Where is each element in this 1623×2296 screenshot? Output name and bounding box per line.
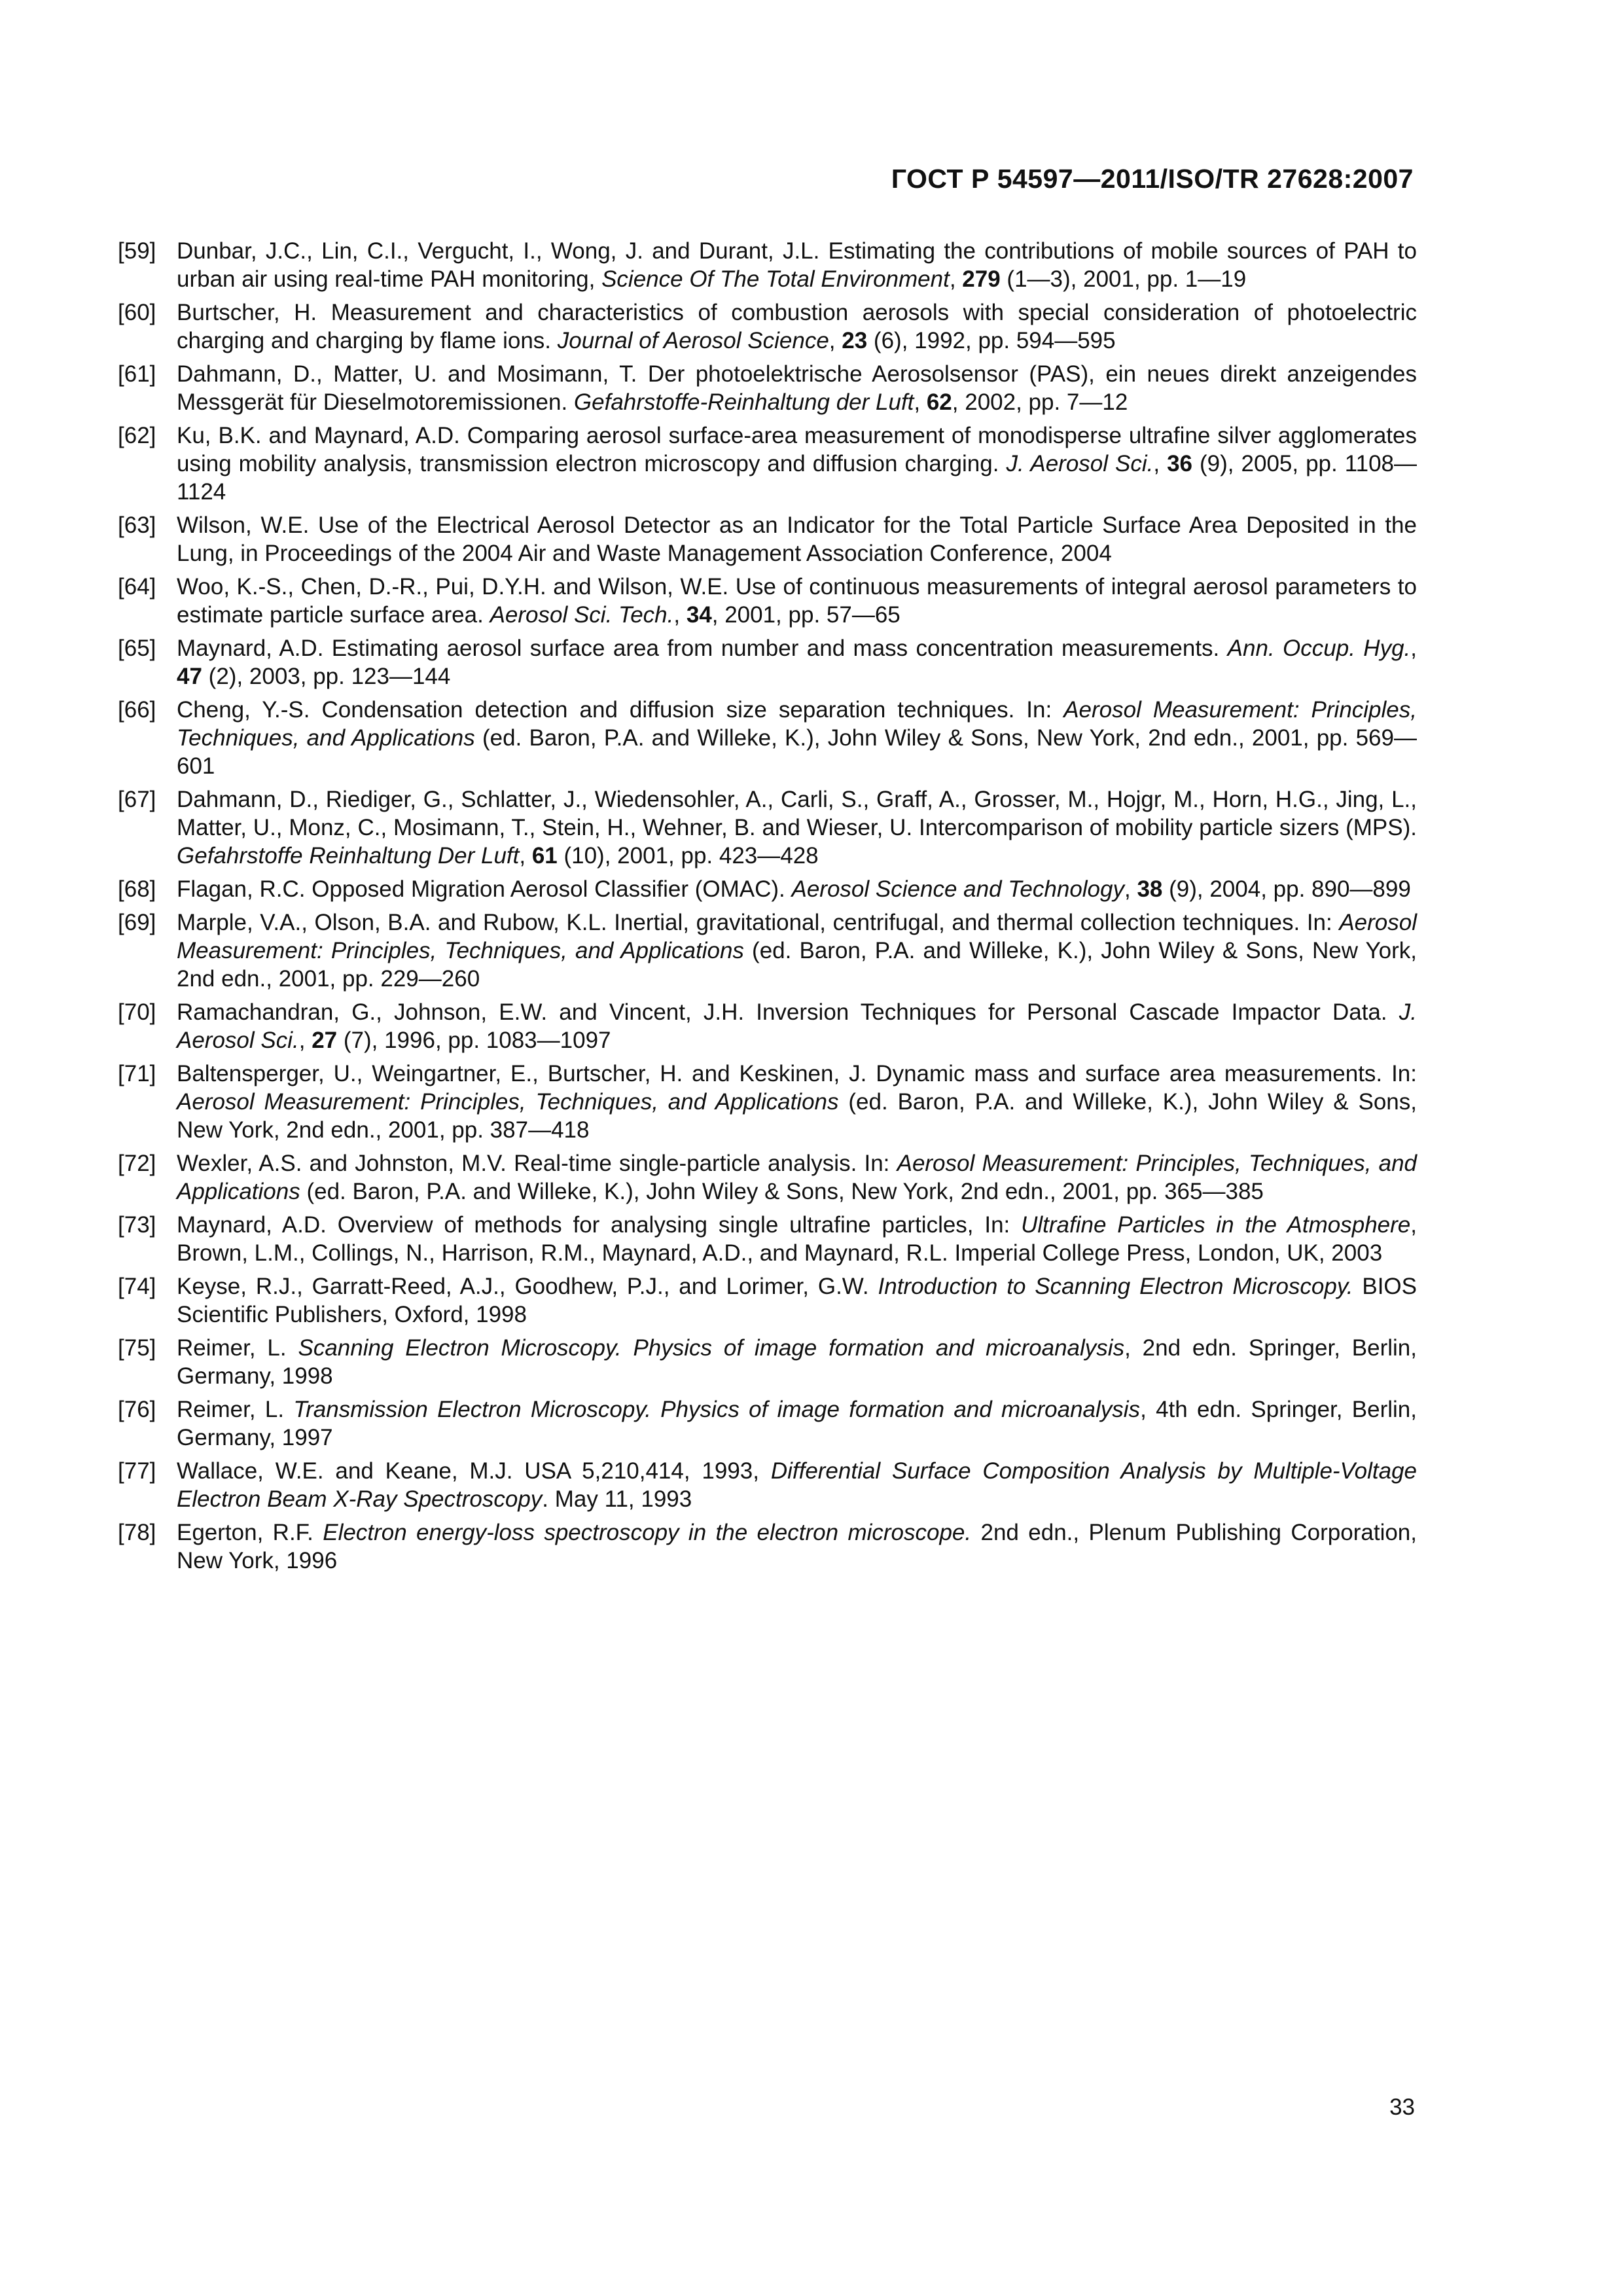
reference-title-italic: J. Aerosol Sci. [1006,451,1154,476]
reference-volume-bold: 36 [1167,451,1193,476]
reference-text-segment: (1—3), 2001, pp. 1—19 [1000,266,1247,292]
reference-text-segment: Ramachandran, G., Johnson, E.W. and Vincent, J.H. Inversion Techniques for Personal Cascade Impactor Data. [177,999,1399,1025]
reference-text-segment: Maynard, A.D. Estimating aerosol surface area from number and mass concentration measurements. [177,636,1228,661]
reference-list [118,237,1417,1580]
reference-text-segment: Reimer, L. [177,1397,294,1422]
reference-title-italic: Differential Surface Composition Analysis by Multiple-Voltage Electron Beam X-Ray Spectroscopy [177,1458,1417,1512]
page-header: ГОСТ Р 54597—2011/ISO/TR 27628:2007 [891,164,1414,194]
reference-text-segment: (9), 2005, pp. 1108—1124 [177,451,1417,505]
reference-item [118,1211,1417,1267]
reference-text [177,999,1417,1053]
reference-number: [70] [118,999,156,1025]
reference-title-italic: Ann. Occup. Hyg. [1227,636,1411,661]
reference-text-segment: (10), 2001, pp. 423—428 [557,843,819,869]
reference-text-segment: (2), 2003, pp. 123—144 [202,664,451,689]
reference-text-segment: (ed. Baron, P.A. and Willeke, K.), John Wiley & Sons, New York, 2nd edn., 2001, pp. 569—601 [177,725,1417,779]
reference-text [177,1061,1417,1143]
page-number: 33 [1389,2094,1415,2120]
reference-number: [68] [118,876,156,902]
reference-text [177,423,1417,505]
reference-number: [78] [118,1520,156,1545]
reference-item [118,360,1417,416]
reference-item [118,634,1417,691]
reference-number: [65] [118,636,156,661]
reference-title-italic: Transmission Electron Microscopy. Physics of image formation and microanalysis [293,1397,1141,1422]
reference-volume-bold: 23 [842,328,868,353]
reference-volume-bold: 27 [312,1028,338,1053]
reference-text-segment: BIOS Scientific Publishers, Oxford, 1998 [177,1274,1418,1327]
reference-number: [76] [118,1397,156,1422]
reference-text-segment: Keyse, R.J., Garratt-Reed, A.J., Goodhew, P.J., and Lorimer, G.W. [177,1274,878,1299]
reference-text [177,512,1417,566]
reference-title-italic: Aerosol Science and Technology [791,876,1124,902]
reference-number: [69] [118,910,156,935]
reference-text-segment: Wexler, A.S. and Johnston, M.V. Real-time single-particle analysis. In: [177,1151,897,1176]
reference-text-segment: , [1410,636,1417,661]
reference-text-segment: 2nd edn., Plenum Publishing Corporation, New York, 1996 [177,1520,1417,1573]
reference-text [177,1335,1417,1389]
reference-text-segment: (9), 2004, pp. 890—899 [1162,876,1411,902]
reference-item [118,573,1417,629]
reference-number: [77] [118,1458,156,1484]
reference-item [118,511,1417,567]
reference-text-segment: , 2001, pp. 57—65 [711,602,901,628]
reference-item [118,1272,1417,1329]
reference-number: [63] [118,512,156,538]
reference-text-segment: , 2nd edn. Springer, Berlin, Germany, 1998 [177,1335,1417,1389]
reference-title-italic: Introduction to Scanning Electron Microscopy. [878,1274,1353,1299]
reference-text [177,1212,1417,1266]
reference-title-italic: Aerosol Sci. Tech. [490,602,674,628]
reference-item [118,875,1417,903]
reference-text-segment: Wilson, W.E. Use of the Electrical Aerosol Detector as an Indicator for the Total Particle Surface Area Deposited in the Lung, in Proceedings of the 2004 Air and Waste Management Association Conference, 2004 [177,512,1417,566]
reference-title-italic: Aerosol Measurement: Principles, Techniques, and Applications [177,697,1417,751]
reference-title-italic: Scanning Electron Microscopy. Physics of image formation and microanalysis [298,1335,1125,1361]
reference-text-segment: , [1153,451,1168,476]
reference-number: [60] [118,300,156,325]
reference-title-italic: Electron energy-loss spectroscopy in the electron microscope. [323,1520,972,1545]
reference-text-segment: Reimer, L. [177,1335,298,1361]
reference-text-segment: Baltensperger, U., Weingartner, E., Burtscher, H. and Keskinen, J. Dynamic mass and surface area measurements. In: [177,1061,1417,1086]
reference-text [177,1274,1417,1327]
reference-title-italic: Ultrafine Particles in the Atmosphere [1021,1212,1411,1238]
reference-title-italic: Journal of Aerosol Science [557,328,829,353]
reference-title-italic: Aerosol Measurement: Principles, Techniques, and Applications [177,910,1417,963]
reference-item [118,298,1417,355]
reference-volume-bold: 62 [926,389,952,415]
reference-text [177,910,1417,992]
reference-number: [75] [118,1335,156,1361]
reference-number: [64] [118,574,156,600]
reference-text-segment: , Brown, L.M., Collings, N., Harrison, R.M., Maynard, A.D., and Maynard, R.L. Imperial College Press, London, UK, 2003 [177,1212,1417,1266]
reference-text [177,1520,1417,1573]
reference-text-segment: (6), 1992, pp. 594—595 [867,328,1116,353]
reference-text-segment: (ed. Baron, P.A. and Willeke, K.), John Wiley & Sons, New York, 2nd edn., 2001, pp. 387—418 [177,1089,1417,1143]
reference-number: [59] [118,238,156,264]
reference-text-segment: Egerton, R.F. [177,1520,323,1545]
reference-number: [74] [118,1274,156,1299]
reference-text [177,1458,1417,1512]
reference-text-segment: , [673,602,687,628]
reference-title-italic: J. Aerosol Sci. [177,999,1417,1053]
reference-item [118,1149,1417,1206]
reference-text-segment: , [949,266,963,292]
reference-item [118,1457,1417,1513]
reference-volume-bold: 61 [531,843,558,869]
reference-text-segment: Flagan, R.C. Opposed Migration Aerosol Classifier (OMAC). [177,876,792,902]
reference-text-segment: , 2002, pp. 7—12 [952,389,1128,415]
reference-text [177,300,1417,353]
reference-item [118,1060,1417,1144]
reference-text-segment: , [914,389,927,415]
reference-volume-bold: 279 [962,266,1001,292]
reference-number: [62] [118,423,156,448]
reference-text-segment: Wallace, W.E. and Keane, M.J. USA 5,210,414, 1993, [177,1458,771,1484]
reference-item [118,1334,1417,1390]
reference-text [177,697,1417,779]
reference-number: [73] [118,1212,156,1238]
reference-text [177,361,1417,415]
reference-text-segment: Maynard, A.D. Overview of methods for analysing single ultrafine particles, In: [177,1212,1022,1238]
reference-number: [67] [118,787,156,812]
reference-volume-bold: 47 [177,664,202,689]
reference-volume-bold: 38 [1137,876,1163,902]
reference-title-italic: Science Of The Total Environment [601,266,950,292]
reference-text-segment: Ku, B.K. and Maynard, A.D. Comparing aerosol surface-area measurement of monodisperse ultrafine silver agglomerates using mobility analysis, transmission electron microscopy and diffusion charging. [177,423,1417,476]
reference-text [177,1151,1417,1204]
reference-text [177,1397,1417,1450]
reference-item [118,1518,1417,1575]
reference-text-segment: Marple, V.A., Olson, B.A. and Rubow, K.L. Inertial, gravitational, centrifugal, and thermal collection techniques. In: [177,910,1340,935]
reference-text [177,876,1411,902]
reference-item [118,237,1417,293]
reference-text-segment: Dunbar, J.C., Lin, C.I., Vergucht, I., Wong, J. and Durant, J.L. Estimating the contributions of mobile sources of PAH to urban air using real-time PAH monitoring, [177,238,1417,292]
reference-text-segment: Burtscher, H. Measurement and characteristics of combustion aerosols with special consideration of photoelectric charging and charging by flame ions. [177,300,1417,353]
reference-item [118,908,1417,993]
reference-number: [71] [118,1061,156,1086]
reference-item [118,696,1417,780]
reference-text-segment: Woo, K.-S., Chen, D.-R., Pui, D.Y.H. and Wilson, W.E. Use of continuous measurements of integral aerosol parameters to estimate particle surface area. [177,574,1417,628]
reference-number: [72] [118,1151,156,1176]
reference-text-segment: , [1124,876,1137,902]
reference-title-italic: Gefahrstoffe Reinhaltung Der Luft [177,843,520,869]
reference-text [177,574,1417,628]
reference-text-segment: . May 11, 1993 [542,1486,692,1512]
reference-item [118,422,1417,506]
reference-text-segment: , 4th edn. Springer, Berlin, Germany, 1997 [177,1397,1417,1450]
reference-text [177,787,1417,869]
reference-title-italic: Aerosol Measurement: Principles, Techniques, and Applications [177,1089,839,1115]
reference-text-segment: (ed. Baron, P.A. and Willeke, K.), John Wiley & Sons, New York, 2nd edn., 2001, pp. 365—385 [300,1179,1264,1204]
reference-text-segment: , [298,1028,312,1053]
reference-text [177,636,1417,689]
reference-volume-bold: 34 [686,602,712,628]
reference-text-segment: Dahmann, D., Riediger, G., Schlatter, J., Wiedensohler, A., Carli, S., Graff, A., Grosser, M., Hojgr, M., Horn, H.G., Jing, L., Matter, U., Monz, C., Mosimann, T., Stein, H., Wehner, B. and Wieser, U. Intercomparison of mobility particle sizers (MPS). [177,787,1417,840]
reference-text-segment: , [829,328,842,353]
reference-text-segment: (ed. Baron, P.A. and Willeke, K.), John Wiley & Sons, New York, 2nd edn., 2001, pp. 229—260 [177,938,1417,992]
reference-text-segment: Dahmann, D., Matter, U. and Mosimann, T. Der photoelektrische Aerosolsensor (PAS), ein neues direkt anzeigendes Messgerät für Dieselmotoremissionen. [177,361,1417,415]
reference-item [118,998,1417,1054]
reference-text-segment: Cheng, Y.-S. Condensation detection and diffusion size separation techniques. In: [177,697,1064,723]
reference-number: [61] [118,361,156,387]
reference-text-segment: , [519,843,532,869]
reference-title-italic: Gefahrstoffe-Reinhaltung der Luft [573,389,914,415]
reference-text [177,238,1417,292]
reference-item [118,1395,1417,1452]
reference-title-italic: Aerosol Measurement: Principles, Techniques, and Applications [177,1151,1418,1204]
reference-item [118,785,1417,870]
reference-number: [66] [118,697,156,723]
reference-text-segment: (7), 1996, pp. 1083—1097 [337,1028,611,1053]
